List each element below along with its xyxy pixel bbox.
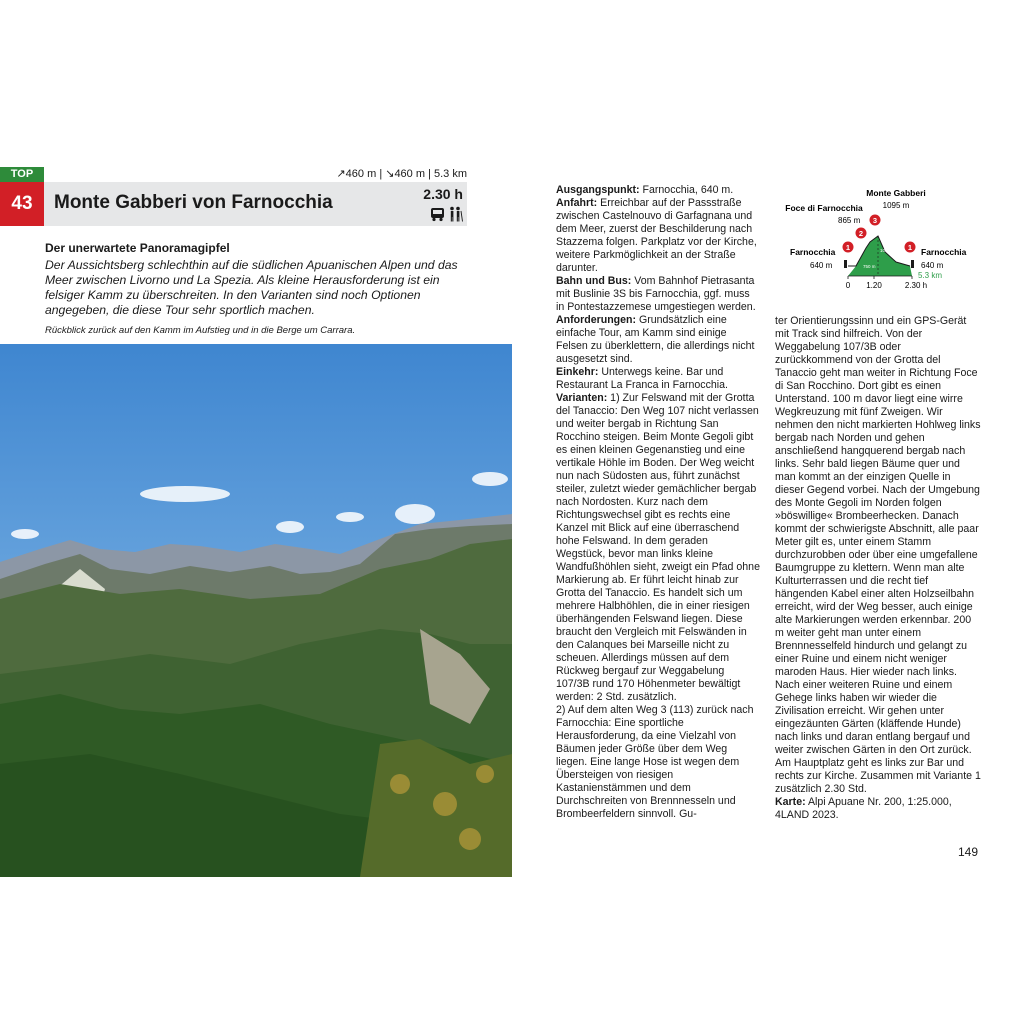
info-start: Ausgangspunkt: Farnocchia, 640 m. <box>556 184 734 196</box>
intro-subtitle: Der unerwartete Panoramagipfel <box>45 241 230 255</box>
info-map: Karte: Alpi Apuane Nr. 200, 1:25.000, 4LAND 2023. <box>775 796 952 821</box>
info-public-transport: Bahn und Bus: Vom Bahnhof Pietrasanta mit Buslinie 3S bis Farnocchia, ggf. muss in Pontestazzemese umgestiegen werden. <box>556 275 756 313</box>
end-alt: 640 m <box>921 261 944 270</box>
marker-end <box>905 242 916 253</box>
info-variants: Varianten: 1) Zur Felswand mit der Grotta del Tanaccio: Den Weg 107 nicht verlassen und weiter bergab in Richtung San Rocchino steigen. Beim Monte Gegoli gibt es einen kleinen Gegenanstieg und eine vertikale Höhle im Boden. Der Weg weicht nun nach Südosten aus, führt zunächst steiler, zuletzt wieder gemächlicher bergab nach Nordosten. Kurz nach dem Richtungswechsel gibt es rechts eine Kanzel mit Blick auf eine überraschend hohe Felswand. In dem geraden Wegstück, bevor man links kleine Wandfußhöhlen sieht, zweigt ein Pfad ohne Markierung ab. Er führt leicht hinab zur Grotta del Tanaccio. Es handelt sich um mehrere Halbhöhlen, die in einer riesigen überhängenden Felswand liegen. Diese braucht den Vergleich mit Felswänden in den Calanques bei Marseille nicht zu scheuen. Allerdings müssen auf dem Rückweg bergauf zur Weggabelung 107/3B rund 170 Höhenmeter bewältigt werden: 2 Std. zusätzlich. <box>556 392 760 703</box>
marker-start <box>843 242 854 253</box>
summit-alt: 1095 m <box>882 201 910 210</box>
tour-stats: ↗460 m | ↘460 m | 5.3 km <box>336 168 467 180</box>
time-label-2: 2.30 h <box>904 281 928 290</box>
distance-label: 5.3 km <box>918 271 943 280</box>
time-label-1: 1.20 <box>866 281 882 290</box>
inner-label-summit: 1095 m <box>880 248 896 253</box>
start-alt: 640 m <box>810 261 833 270</box>
marker-saddle <box>856 228 867 239</box>
tour-duration: 2.30 h <box>423 186 463 202</box>
saddle-name: Foce di Farnocchia <box>785 203 863 213</box>
inner-label-saddle: 750 m <box>863 264 876 269</box>
time-label-0: 0 <box>845 281 851 290</box>
start-post <box>844 260 847 268</box>
info-variant-2: 2) Auf dem alten Weg 3 (113) zurück nach Farnocchia: Eine sportliche Herausforderung, da eine Vielzahl von Bäumen jeder Größe über dem Weg liegen. Eine lange Hose ist wegen dem Übersteigen von riesigen Kastanienstämmen und dem Durchschreiten von Brennnesseln und Brombeerfeldern sinnvoll. Gu- <box>556 704 754 820</box>
start-name: Farnocchia <box>790 247 836 257</box>
info-arrival: Anfahrt: Erreichbar auf der Passstraße zwischen Castelnouvo di Garfagnana und dem Meer, zuerst der Beschilderung nach Stazzema folgen. Parkplatz vor der Kirche, weitere Parkmöglichkeit an der Straße darunter. <box>556 197 757 274</box>
svg-text:3: 3 <box>872 216 878 225</box>
end-name: Farnocchia <box>921 247 967 257</box>
bus-icon <box>431 208 444 221</box>
top-badge: TOP <box>0 167 44 182</box>
hiker-icon <box>450 207 462 222</box>
tour-title: Monte Gabberi von Farnocchia <box>54 192 333 213</box>
info-variant-2-continued: ter Orientierungssinn und ein GPS-Gerät mit Track sind hilfreich. Von der Weggabelung 107/3B oder zurückkommend von der Grotta del Tanaccio geht man weiter in Richtung Foce di San Rocchino. Dort gibt es einen Unterstand. 100 m davor liegt eine wirre Wegkreuzung mit fünf Zweigen. Wir nehmen den nicht markierten Hohlweg links bergab nach Norden und gehen anschließend hangquerend bergab nach links. Sehr bald liegen Bäume quer und man kommt an der einzigen Quelle in dieser Gegend vorbei. Nach der Umgebung des Monte Gegoli im Norden folgen »böswillige« Brombeerhecken. Danach kommt der schwierigste Abschnitt, alle paar Meter gilt es, unter einem Stamm durchzurobben oder über eine umgefallene Baumgruppe zu klettern. Wenn man alte Kulturterrassen und die recht tief hängenden Kabel einer alten Holzseilbahn erreicht, wird der Weg besser, auch einige alte Markierungen werden erkennbar. 200 m weiter geht man unter einem Brennnesselfeld hindurch und gelangt zu einer Ruine und einem nicht weniger maroden Haus. Hier wieder nach links. Nach einer weiteren Ruine und einem Gehege links haben wir wieder die Zivilisation erreicht. Wir gehen unter eingezäunten Gärten (kläffende Hunde) nach links und daran entlang bergauf und weiter zwischen Gärten in den Ort zurück. Am Hauptplatz geht es links zur Bar und rechts zur Kirche. Zusammen mit Variante 1 zusätzlich 2.30 Std. <box>775 315 981 795</box>
elevation-profile <box>780 184 980 296</box>
svg-text:1: 1 <box>845 243 851 252</box>
end-post <box>911 260 914 268</box>
saddle-alt: 865 m <box>838 216 861 225</box>
landscape-photo <box>0 344 512 877</box>
tour-number: 43 <box>0 182 44 226</box>
marker-summit <box>870 215 881 226</box>
info-requirements: Anforderungen: Grundsätzlich eine einfache Tour, am Kamm sind einige Felsen zu überklettern, die allerdings nicht ausgesetzt sind. <box>556 314 755 365</box>
photo-caption: Rückblick zurück auf den Kamm im Aufstieg und in die Berge um Carrara. <box>45 325 356 336</box>
info-column-right <box>775 315 981 822</box>
summit-name: Monte Gabberi <box>866 188 926 198</box>
svg-text:1: 1 <box>907 243 913 252</box>
transport-icons <box>430 206 464 222</box>
intro-text: Der Aussichtsberg schlechthin auf die südlichen Apuanischen Alpen und das Meer zwischen Livorno und La Spezia. Als kleine Herausforderung ist ein felsiger Kamm zu überschreiten. In den Varianten sind noch Optionen angegeben, die diese Tour sehr sportlich machen. <box>45 258 458 317</box>
profile-area <box>845 236 912 276</box>
info-column-left <box>556 184 760 821</box>
page-number: 149 <box>958 845 979 859</box>
svg-text:2: 2 <box>858 229 864 238</box>
info-refreshment: Einkehr: Unterwegs keine. Bar und Restaurant La Franca in Farnocchia. <box>556 366 728 391</box>
